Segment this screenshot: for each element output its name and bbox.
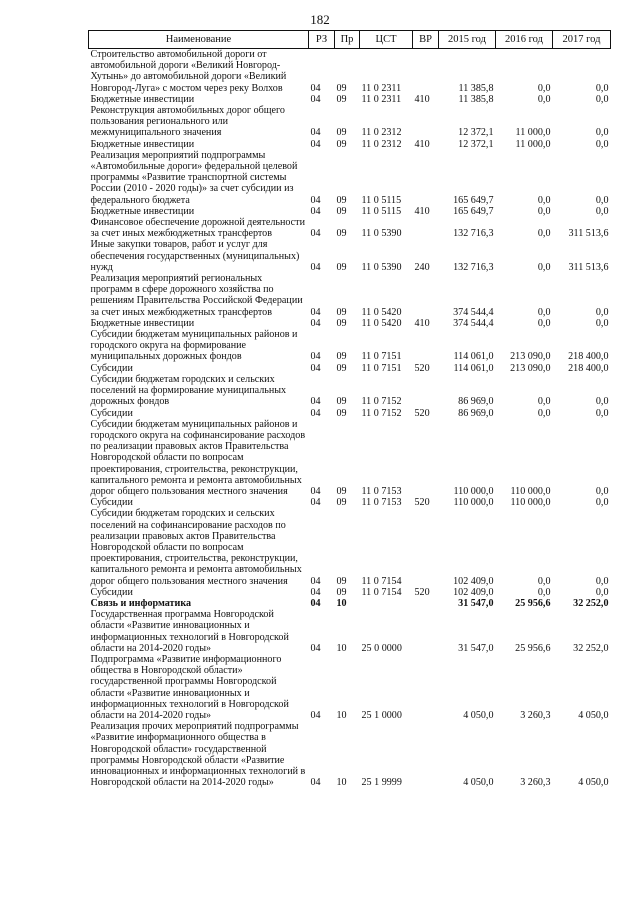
cell-2016: 0,0 [537, 228, 551, 240]
cell-rz: 04 [310, 127, 321, 139]
cell-pr: 09 [336, 317, 347, 329]
cell-2017: 0,0 [595, 586, 609, 598]
cell-pr: 09 [336, 396, 347, 408]
header-vr: ВР [413, 31, 439, 49]
cell-2016: 0,0 [537, 407, 551, 419]
cell-cst: 11 0 7154 [361, 575, 402, 587]
cell-2017: 4 050,0 [578, 709, 609, 721]
cell-vr: 410 [414, 205, 430, 217]
cell-2016: 0,0 [537, 93, 551, 105]
cell-cst: 11 0 7151 [361, 362, 402, 374]
table-row [89, 105, 611, 139]
table-row [89, 374, 611, 408]
cell-rz: 04 [310, 228, 321, 240]
cell-vr: 520 [414, 362, 430, 374]
table-row [89, 217, 611, 239]
cell-2016: 0,0 [537, 306, 551, 318]
cell-name: Реализация мероприятий региональных программ в сфере дорожного хозяйства по решениям Правительства Российской Федерации за счет иных межбюджетных трансфертов [90, 273, 303, 318]
header-name: Наименование [89, 31, 309, 49]
cell-2016: 11 000,0 [515, 138, 551, 150]
cell-vr [413, 598, 439, 609]
cell-name: Субсидии [90, 586, 133, 598]
cell-2016: 0,0 [537, 82, 551, 94]
cell-cst: 11 0 7153 [361, 497, 402, 509]
cell-2015: 4 050,0 [463, 777, 494, 789]
cell-pr: 09 [336, 228, 347, 240]
cell-2017: 311 513,6 [568, 261, 609, 273]
cell-vr [413, 150, 439, 206]
table-row [89, 363, 611, 374]
cell-vr [413, 721, 439, 788]
header-2015: 2015 год [439, 31, 496, 49]
table-row [89, 497, 611, 508]
cell-name: Реализация мероприятий подпрограммы «Автомобильные дороги» федеральной целевой программы «Развитие транспортной системы России (2010 - 2020 годы)» за счет субсидии из федерального бюджета [90, 149, 298, 206]
cell-2015: 102 409,0 [453, 586, 494, 598]
cell-name: Субсидии [90, 497, 133, 509]
table-row [89, 587, 611, 598]
cell-rz: 04 [310, 586, 321, 598]
table-row [89, 273, 611, 318]
cell-vr [413, 273, 439, 318]
cell-pr: 09 [336, 362, 347, 374]
cell-cst: 11 0 7152 [361, 396, 402, 408]
cell-2017: 0,0 [595, 127, 609, 139]
cell-2016: 11 000,0 [515, 127, 551, 139]
cell-rz: 04 [310, 138, 321, 150]
cell-2015: 86 969,0 [458, 407, 494, 419]
cell-rz: 04 [310, 306, 321, 318]
cell-2016: 0,0 [537, 396, 551, 408]
header-row [89, 31, 611, 49]
cell-name: Субсидии бюджетам городских и сельских поселений на софинансирование расходов по реализации правовых актов Правительства Новгородской области по вопросам проектирования, строительства, реконструкции, капитального ремонта и ремонта автомобильных дорог общего пользования местного значения [90, 508, 302, 587]
table-body [89, 49, 611, 789]
budget-table [88, 30, 611, 788]
cell-pr: 09 [336, 261, 347, 273]
cell-2016: 3 260,3 [520, 709, 551, 721]
cell-name: Строительство автомобильной дороги от автомобильной дороги «Великий Новгород-Хутынь» до автомобильной дороги «Великий Новгород-Луга» с мостом через реку Волхов [90, 49, 287, 94]
cell-2017: 4 050,0 [578, 777, 609, 789]
cell-vr [413, 508, 439, 586]
cell-cst: 11 0 7154 [361, 586, 402, 598]
cell-name: Реконструкция автомобильных дорог общего пользования регионального или межмуниципального значения [90, 105, 285, 139]
cell-cst: 11 0 5390 [361, 261, 402, 273]
cell-cst: 11 0 5115 [361, 205, 402, 217]
cell-rz: 04 [310, 362, 321, 374]
cell-name: Субсидии бюджетам муниципальных районов и городского округа на софинансирование расходов по реализации правовых актов Правительства Новгородской области по вопросам проектирования, строительства, реконструкции, капитального ремонта и ремонта автомобильных дорог общего пользования местного значения [90, 418, 306, 497]
table-row [89, 239, 611, 273]
cell-2017: 218 400,0 [568, 351, 609, 363]
cell-2015: 374 544,4 [453, 306, 494, 318]
cell-pr: 10 [336, 709, 347, 721]
table-row [89, 508, 611, 586]
table-row [89, 139, 611, 150]
cell-2017: 0,0 [595, 306, 609, 318]
cell-2017: 0,0 [595, 317, 609, 329]
cell-vr: 410 [414, 93, 430, 105]
cell-rz: 04 [310, 485, 321, 497]
cell-name: Подпрограмма «Развитие информационного общества в Новгородской области» государственной программы Новгородской области «Развитие инновационных и информационных технологий в Новгородской области на 2014-2020 годы» [90, 653, 289, 721]
cell-2017: 0,0 [595, 138, 609, 150]
cell-2017: 0,0 [595, 82, 609, 94]
cell-2017: 32 252,0 [573, 597, 609, 609]
cell-cst [360, 598, 413, 609]
cell-pr: 09 [336, 351, 347, 363]
table-row [89, 318, 611, 329]
cell-cst: 11 0 7153 [361, 485, 402, 497]
cell-name: Государственная программа Новгородской области «Развитие инновационных и информационных технологий в Новгородской области на 2014-2020 годы» [90, 609, 289, 654]
cell-2016: 0,0 [537, 586, 551, 598]
cell-vr: 240 [414, 261, 430, 273]
header-2017: 2017 год [553, 31, 611, 49]
cell-2016: 25 956,6 [515, 642, 551, 654]
cell-2016: 3 260,3 [520, 777, 551, 789]
cell-name: Финансовое обеспечение дорожной деятельности за счет иных межбюджетных трансфертов [90, 217, 305, 240]
cell-2016: 110 000,0 [510, 485, 551, 497]
cell-2017: 0,0 [595, 205, 609, 217]
cell-2015: 165 649,7 [453, 205, 494, 217]
cell-pr: 10 [336, 777, 347, 789]
cell-2016: 0,0 [537, 317, 551, 329]
cell-name: Бюджетные инвестиции [90, 205, 195, 217]
cell-name: Бюджетные инвестиции [90, 138, 195, 150]
header-pr: Пр [335, 31, 360, 49]
cell-vr [413, 419, 439, 497]
table-row [89, 721, 611, 788]
cell-2017: 0,0 [595, 575, 609, 587]
cell-vr: 520 [414, 586, 430, 598]
cell-2015: 31 547,0 [458, 597, 494, 609]
cell-cst: 25 0 0000 [361, 642, 402, 654]
cell-2015: 110 000,0 [453, 485, 494, 497]
header-rz: РЗ [309, 31, 335, 49]
cell-vr: 520 [414, 407, 430, 419]
table-row [89, 654, 611, 721]
cell-2017: 0,0 [595, 194, 609, 206]
cell-2016: 0,0 [537, 194, 551, 206]
cell-pr: 09 [336, 138, 347, 150]
cell-cst: 11 0 5420 [361, 317, 402, 329]
cell-2016: 0,0 [537, 261, 551, 273]
cell-name: Реализация прочих мероприятий подпрограммы «Развитие информационного общества в Новгородской области» государственной программы Новгородской области «Развитие инновационных и информационных технологий в Новгородской области на 2014-2020 годы» [90, 721, 306, 789]
cell-2015: 86 969,0 [458, 396, 494, 408]
cell-rz: 04 [310, 642, 321, 654]
cell-pr: 09 [336, 575, 347, 587]
header-2016: 2016 год [496, 31, 553, 49]
cell-cst: 11 0 2312 [361, 127, 402, 139]
cell-vr [413, 105, 439, 139]
cell-2017: 0,0 [595, 497, 609, 509]
table-row [89, 329, 611, 363]
cell-cst: 25 1 9999 [361, 777, 402, 789]
cell-2015: 11 385,8 [458, 82, 494, 94]
cell-2015: 110 000,0 [453, 497, 494, 509]
cell-pr: 09 [336, 127, 347, 139]
cell-vr [413, 374, 439, 408]
cell-name: Субсидии бюджетам муниципальных районов и городского округа на формирование муниципальных дорожных фондов [90, 329, 298, 363]
cell-cst: 11 0 5115 [361, 194, 402, 206]
cell-cst: 11 0 2311 [361, 82, 402, 94]
cell-cst: 11 0 2312 [361, 138, 402, 150]
cell-vr [413, 217, 439, 239]
cell-pr: 09 [336, 194, 347, 206]
cell-vr: 410 [414, 317, 430, 329]
cell-2017: 311 513,6 [568, 228, 609, 240]
cell-pr: 09 [336, 205, 347, 217]
cell-rz: 04 [310, 709, 321, 721]
cell-2017: 0,0 [595, 407, 609, 419]
cell-2016: 213 090,0 [510, 362, 551, 374]
cell-cst: 11 0 2311 [361, 93, 402, 105]
header-cst: ЦСТ [360, 31, 413, 49]
cell-cst: 25 1 0000 [361, 709, 402, 721]
cell-2015: 31 547,0 [458, 642, 494, 654]
cell-rz: 04 [310, 777, 321, 789]
cell-2015: 114 061,0 [453, 362, 494, 374]
cell-rz: 04 [310, 194, 321, 206]
cell-name: Субсидии бюджетам городских и сельских поселений на формирование муниципальных дорожных фондов [90, 373, 287, 408]
cell-vr [413, 49, 439, 94]
cell-vr [413, 654, 439, 721]
cell-2015: 11 385,8 [458, 93, 494, 105]
cell-2015: 4 050,0 [463, 709, 494, 721]
cell-rz: 04 [310, 497, 321, 509]
page-number: 182 [310, 12, 330, 27]
cell-2015: 132 716,3 [453, 228, 494, 240]
cell-2017: 0,0 [595, 93, 609, 105]
cell-2015: 12 372,1 [458, 127, 494, 139]
table-row [89, 419, 611, 497]
cell-vr [413, 609, 439, 654]
cell-cst: 11 0 5420 [361, 306, 402, 318]
cell-2016: 25 956,6 [515, 597, 551, 609]
cell-rz: 04 [310, 407, 321, 419]
table-row [89, 206, 611, 217]
table-row [89, 408, 611, 419]
cell-2017: 0,0 [595, 485, 609, 497]
cell-pr: 09 [336, 407, 347, 419]
cell-rz: 04 [310, 396, 321, 408]
cell-2017: 218 400,0 [568, 362, 609, 374]
cell-vr: 520 [414, 497, 430, 509]
cell-name: Субсидии [90, 362, 133, 374]
table-header [89, 31, 611, 49]
cell-pr: 09 [336, 82, 347, 94]
cell-name: Субсидии [90, 407, 133, 419]
cell-vr [413, 329, 439, 363]
cell-pr: 09 [336, 497, 347, 509]
table-row [89, 94, 611, 105]
cell-rz: 04 [310, 261, 321, 273]
cell-cst: 11 0 7151 [361, 351, 402, 363]
cell-pr: 09 [336, 485, 347, 497]
cell-name: Бюджетные инвестиции [90, 317, 195, 329]
cell-rz: 04 [310, 351, 321, 363]
cell-pr: 09 [336, 93, 347, 105]
table-row [89, 150, 611, 206]
table-row [89, 49, 611, 94]
cell-2016: 110 000,0 [510, 497, 551, 509]
cell-2017: 0,0 [595, 396, 609, 408]
cell-2015: 12 372,1 [458, 138, 494, 150]
cell-cst: 11 0 7152 [361, 407, 402, 419]
table-row [89, 598, 611, 609]
cell-pr: 09 [336, 306, 347, 318]
cell-pr: 10 [336, 597, 347, 609]
cell-2015: 165 649,7 [453, 194, 494, 206]
cell-rz: 04 [310, 597, 321, 609]
cell-rz: 04 [310, 82, 321, 94]
cell-rz: 04 [310, 317, 321, 329]
cell-2017: 32 252,0 [573, 642, 609, 654]
cell-2015: 132 716,3 [453, 261, 494, 273]
cell-rz: 04 [310, 575, 321, 587]
cell-name: Связь и информатика [90, 597, 192, 609]
cell-rz: 04 [310, 93, 321, 105]
cell-2015: 114 061,0 [453, 351, 494, 363]
cell-pr: 10 [336, 642, 347, 654]
cell-cst: 11 0 5390 [361, 228, 402, 240]
cell-name: Иные закупки товаров, работ и услуг для обеспечения государственных (муниципальных) нужд [90, 239, 300, 273]
cell-name: Бюджетные инвестиции [90, 93, 195, 105]
cell-2015: 102 409,0 [453, 575, 494, 587]
cell-2016: 213 090,0 [510, 351, 551, 363]
cell-2016: 0,0 [537, 205, 551, 217]
cell-2016: 0,0 [537, 575, 551, 587]
cell-rz: 04 [310, 205, 321, 217]
cell-2015: 374 544,4 [453, 317, 494, 329]
cell-pr: 09 [336, 586, 347, 598]
table-row [89, 609, 611, 654]
cell-vr: 410 [414, 138, 430, 150]
